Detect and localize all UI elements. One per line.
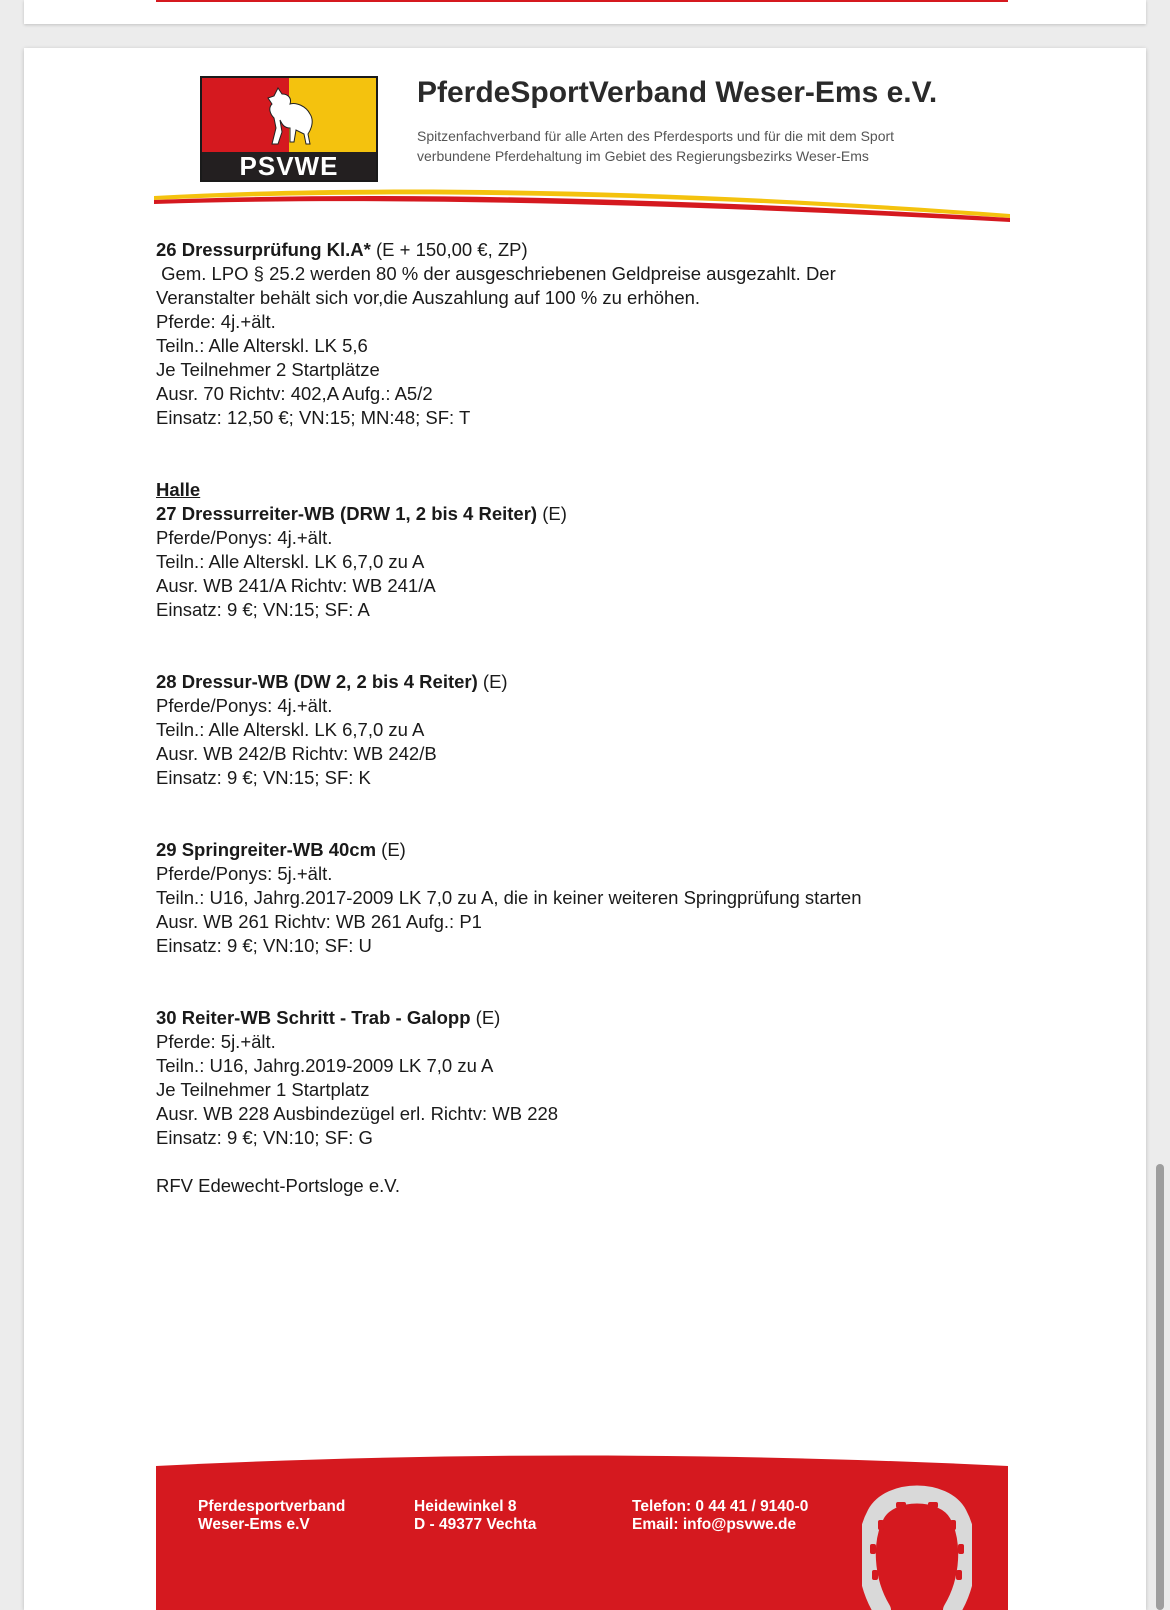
competition-line: Teiln.: Alle Alterskl. LK 6,7,0 zu A (156, 551, 425, 572)
horseshoe-icon (862, 1470, 972, 1610)
competition-30 (156, 1006, 1056, 1150)
competition-line: Je Teilnehmer 2 Startplätze (156, 359, 380, 380)
competition-28 (156, 670, 1056, 790)
competition-line: Ausr. WB 228 Ausbindezügel erl. Richtv: WB 228 (156, 1103, 559, 1124)
competition-heading (156, 502, 1056, 526)
competition-title: 29 Springreiter-WB 40cm (156, 839, 377, 860)
previous-page-footer-edge (156, 0, 1008, 2)
competition-title: 30 Reiter-WB Schritt - Trab - Galopp (156, 1007, 471, 1028)
competition-suffix: (E) (537, 503, 567, 524)
footer-line: Pferdesportverband (198, 1498, 346, 1515)
footer-line: Weser-Ems e.V (198, 1516, 310, 1533)
competition-line: Ausr. WB 241/A Richtv: WB 241/A (156, 575, 436, 596)
competition-suffix: (E) (470, 1007, 501, 1028)
competition-line: Ausr. WB 261 Richtv: WB 261 Aufg.: P1 (156, 911, 482, 932)
competition-26 (156, 238, 1056, 430)
scrollbar-thumb[interactable] (1156, 1164, 1164, 1610)
header-swoosh (154, 184, 1014, 226)
competition-line: Pferde/Ponys: 4j.+ält. (156, 695, 333, 716)
competition-line: Ausr. 70 Richtv: 402,A Aufg.: A5/2 (156, 383, 433, 404)
competition-line: Pferde/Ponys: 4j.+ält. (156, 527, 333, 548)
org-tagline (417, 126, 894, 166)
org-name: PferdeSportVerband Weser-Ems e.V. (417, 76, 938, 109)
competition-heading (156, 670, 1056, 694)
competition-line: Pferde/Ponys: 5j.+ält. (156, 863, 333, 884)
competition-line: Ausr. WB 242/B Richtv: WB 242/B (156, 743, 437, 764)
footer-line: Heidewinkel 8 (414, 1498, 517, 1515)
footer-contact (632, 1498, 808, 1534)
competition-line: Gem. LPO § 25.2 werden 80 % der ausgeschriebenen Geldpreise ausgezahlt. Der (156, 263, 836, 284)
competition-27 (156, 478, 1056, 622)
section-heading: Halle (156, 479, 201, 500)
competition-line: Pferde: 5j.+ält. (156, 1031, 276, 1052)
competition-line: Teiln.: Alle Alterskl. LK 5,6 (156, 335, 368, 356)
competition-line: Teiln.: Alle Alterskl. LK 6,7,0 zu A (156, 719, 425, 740)
competition-suffix: (E) (477, 671, 508, 692)
competition-line: Einsatz: 9 €; VN:10; SF: U (156, 935, 372, 956)
competition-suffix: (E + 150,00 €, ZP) (370, 239, 528, 260)
competition-heading (156, 838, 1056, 862)
document-page (24, 48, 1146, 1610)
competition-line: Teiln.: U16, Jahrg.2017-2009 LK 7,0 zu A, die in keiner weiteren Springprüfung starten (156, 887, 862, 908)
competition-title: 28 Dressur-WB (DW 2, 2 bis 4 Reiter) (156, 671, 478, 692)
footer-phone: Telefon: 0 44 41 / 9140-0 (632, 1498, 809, 1515)
footer-org (198, 1498, 345, 1534)
competition-line: Teiln.: U16, Jahrg.2019-2009 LK 7,0 zu A (156, 1055, 494, 1076)
competition-29 (156, 838, 1056, 958)
horse-icon (262, 84, 320, 148)
competition-heading (156, 1006, 1056, 1030)
competition-suffix: (E) (376, 839, 406, 860)
competition-heading (156, 238, 1056, 262)
previous-page (24, 0, 1146, 24)
competition-list (156, 238, 1056, 1198)
competition-line: Einsatz: 12,50 €; VN:15; MN:48; SF: T (156, 407, 471, 428)
tagline-line: verbundene Pferdehaltung im Gebiet des Regierungsbezirks Weser-Ems (417, 148, 869, 164)
competition-title: 27 Dressurreiter-WB (DRW 1, 2 bis 4 Reiter) (156, 503, 538, 524)
competition-line: Einsatz: 9 €; VN:10; SF: G (156, 1127, 373, 1148)
competition-title: 26 Dressurprüfung Kl.A* (156, 239, 371, 260)
competition-line: Einsatz: 9 €; VN:15; SF: A (156, 599, 370, 620)
competition-line: Veranstalter behält sich vor,die Auszahlung auf 100 % zu erhöhen. (156, 287, 701, 308)
club-name: RFV Edewecht-Portsloge e.V. (156, 1175, 401, 1196)
footer-address (414, 1498, 536, 1534)
page-footer (156, 1448, 1008, 1610)
footer-email: Email: info@psvwe.de (632, 1516, 797, 1533)
competition-line: Pferde: 4j.+ält. (156, 311, 276, 332)
psvwe-logo (200, 76, 378, 182)
competition-line: Je Teilnehmer 1 Startplatz (156, 1079, 370, 1100)
logo-text: PSVWE (202, 152, 376, 180)
tagline-line: Spitzenfachverband für alle Arten des Pferdesports und für die mit dem Sport (417, 128, 895, 144)
competition-line: Einsatz: 9 €; VN:15; SF: K (156, 767, 371, 788)
footer-line: D - 49377 Vechta (414, 1516, 537, 1533)
